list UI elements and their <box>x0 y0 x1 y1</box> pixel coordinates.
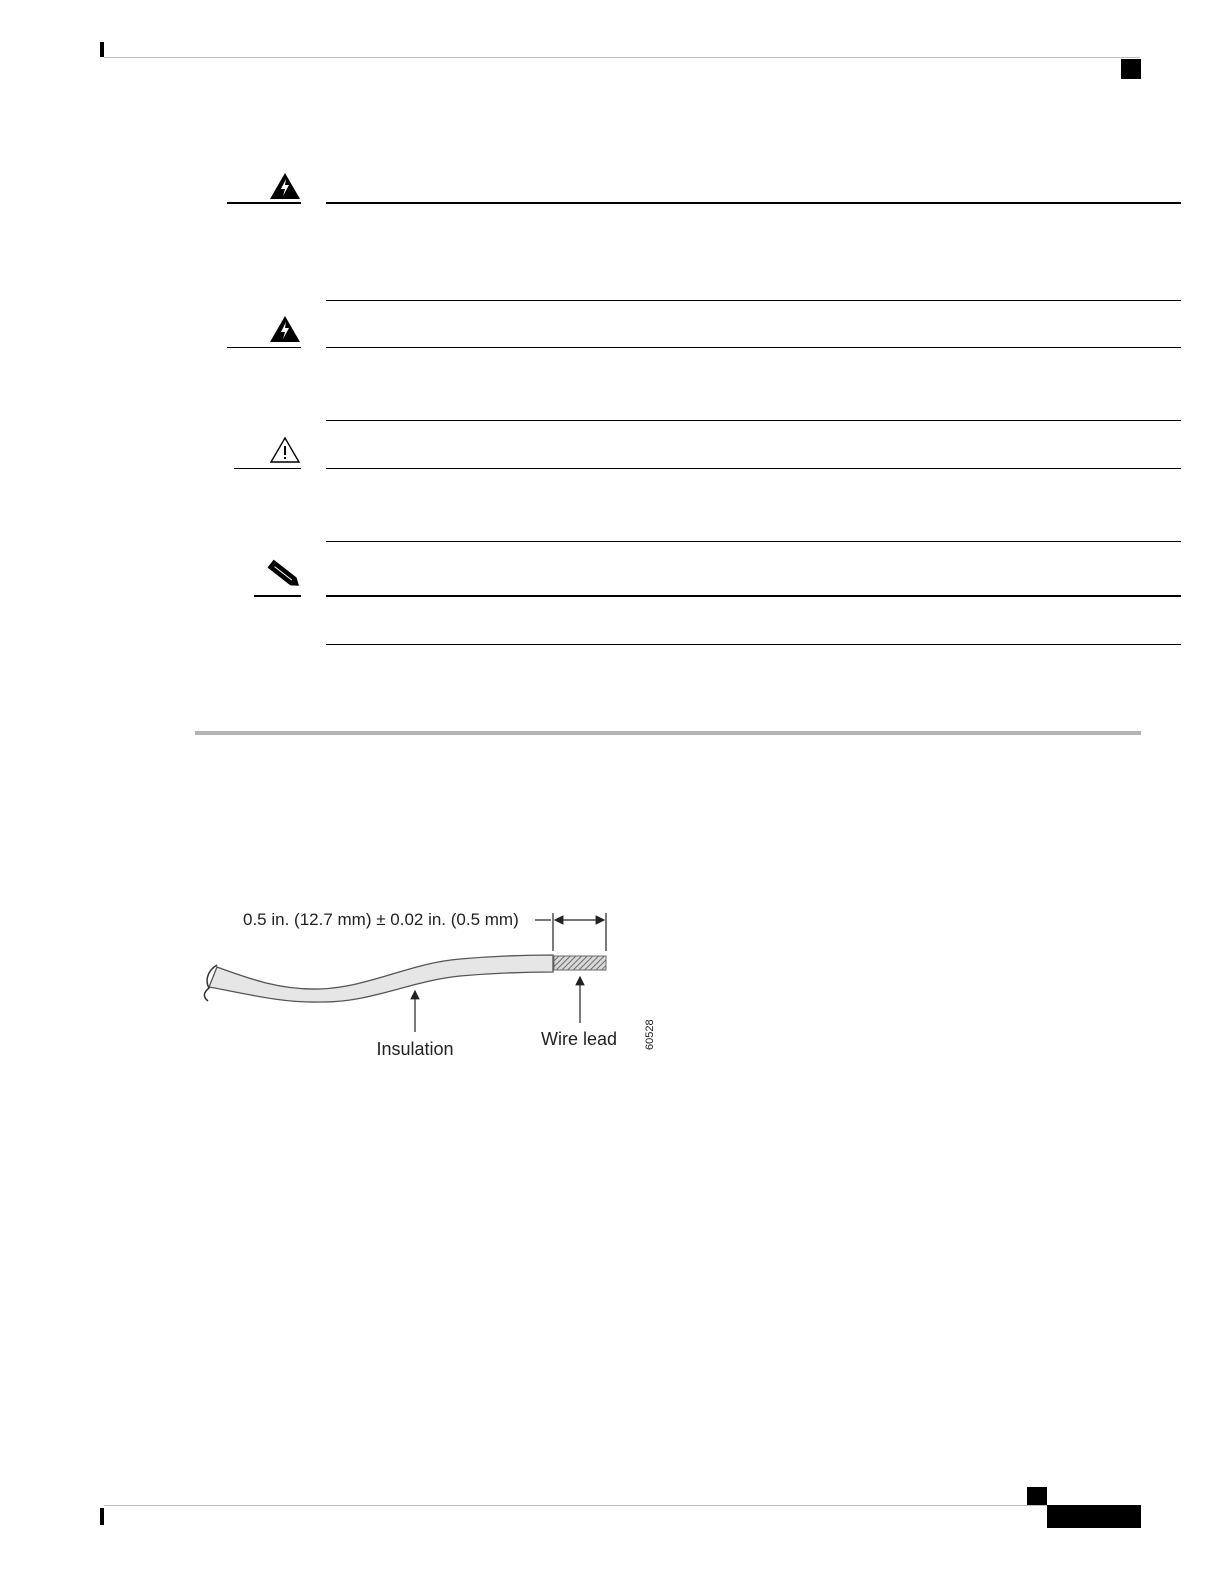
header-page-tab <box>1121 59 1141 79</box>
note-pencil-icon <box>264 556 304 592</box>
footer-left-tick <box>100 1508 104 1525</box>
notice-label-rule <box>234 468 301 469</box>
warning-electric-icon <box>268 170 302 200</box>
footer-page-number-box <box>1047 1505 1141 1528</box>
notice-bottom-rule <box>326 644 1181 645</box>
notice-bottom-rule <box>326 541 1181 542</box>
wire-strip-figure <box>195 895 675 1075</box>
caution-icon <box>268 434 302 464</box>
figure-id: 60528 <box>644 1019 656 1050</box>
wire-lead-shape <box>554 956 606 970</box>
warning-electric-icon <box>268 313 302 343</box>
notice-bottom-rule <box>326 300 1181 301</box>
notice-label-rule <box>254 595 301 597</box>
notice-top-rule <box>326 468 1181 469</box>
header-rule <box>104 57 1140 58</box>
header-left-tick <box>100 42 104 57</box>
footer-rule <box>104 1505 1048 1506</box>
notice-top-rule <box>326 202 1181 204</box>
notice-top-rule <box>326 347 1181 348</box>
notice-bottom-rule <box>326 420 1181 421</box>
insulation-label: Insulation <box>376 1039 454 1059</box>
section-separator <box>195 731 1141 735</box>
notice-label-rule <box>227 202 301 204</box>
insulation-shape <box>209 955 553 1002</box>
wire-lead-label: Wire lead <box>540 1029 618 1049</box>
dimension-label: 0.5 in. (12.7 mm) ± 0.02 in. (0.5 mm) <box>243 910 519 929</box>
footer-page-marker <box>1027 1487 1047 1505</box>
notice-label-rule <box>227 347 301 348</box>
notice-top-rule <box>326 595 1181 597</box>
